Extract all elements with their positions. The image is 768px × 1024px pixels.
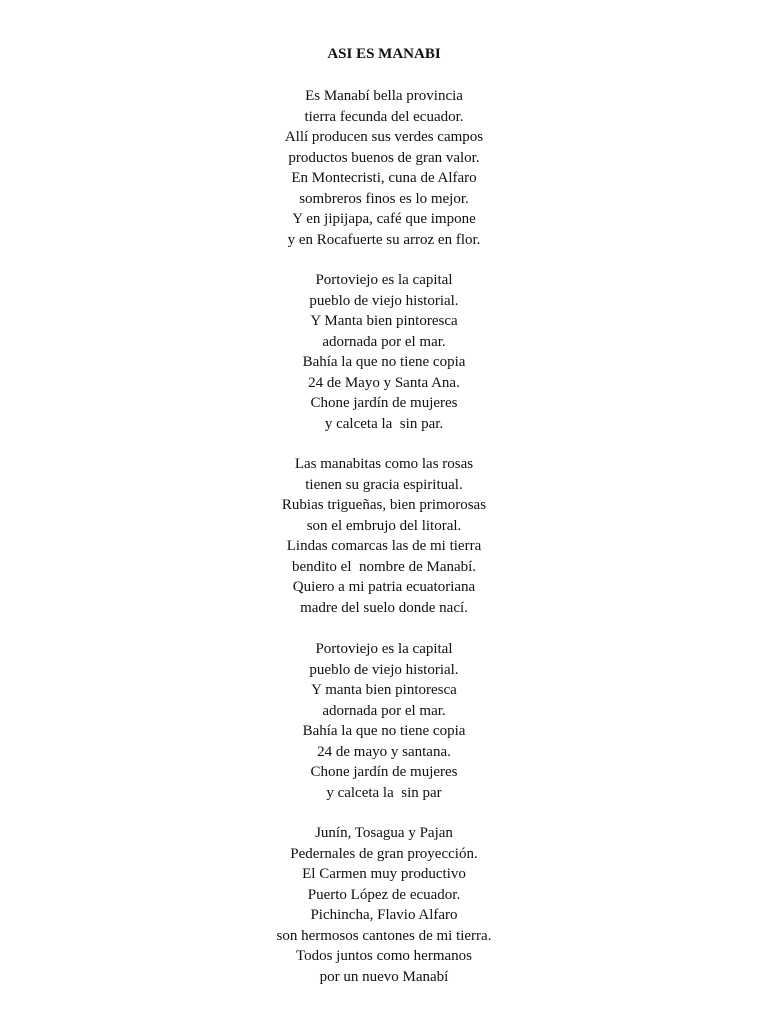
poem-line: tierra fecunda del ecuador. [304, 108, 464, 125]
poem-line: Allí producen sus verdes campos [284, 129, 484, 145]
poem-line: adornada por el mar. [322, 702, 446, 719]
poem-line: pueblo de viejo historial. [309, 661, 459, 678]
poem-line: por un nuevo Manabí [319, 968, 449, 985]
poem-line: sombreros finos es lo mejor. [299, 190, 469, 207]
stanza-1 [0, 86, 768, 250]
poem-line: Puerto López de ecuador. [307, 886, 461, 903]
poem-line: Pichincha, Flavio Alfaro [310, 907, 458, 923]
poem-line: y en Rocafuerte su arroz en flor. [287, 231, 481, 248]
poem-line: y calceta la sin par [326, 784, 442, 801]
poem-line: El Carmen muy productivo [302, 866, 466, 882]
poem-line: son hermosos cantones de mi tierra. [276, 927, 492, 944]
poem-line: Es Manabí bella provincia [305, 88, 463, 104]
poem-line: 24 de Mayo y Santa Ana. [308, 374, 460, 391]
poem-line: En Montecristi, cuna de Alfaro [291, 170, 477, 186]
poem-line: Chone jardín de mujeres [310, 395, 458, 411]
stanza-3 [0, 454, 768, 618]
poem-line: y calceta la sin par. [324, 415, 444, 432]
poem-line: Las manabitas como las rosas [294, 456, 474, 472]
poem-line: Bahía la que no tiene copia [302, 723, 466, 739]
stanza-5 [0, 823, 768, 987]
poem-line: Quiero a mi patria ecuatoriana [292, 579, 476, 595]
poem-line: adornada por el mar. [322, 333, 446, 350]
stanza-2 [0, 270, 768, 434]
poem-line: Portoviejo es la capital [315, 641, 453, 657]
poem-line: productos buenos de gran valor. [288, 149, 480, 166]
poem-line: tienen su gracia espiritual. [305, 476, 463, 493]
poem-line: Portoviejo es la capital [315, 272, 453, 288]
poem-line: Lindas comarcas las de mi tierra [286, 538, 482, 554]
poem-line: Bahía la que no tiene copia [302, 354, 466, 370]
poem-title: ASI ES MANABI [327, 46, 441, 62]
poem-line: Y manta bien pintoresca [311, 682, 457, 698]
poem-line: Y en jipijapa, café que impone [292, 211, 476, 227]
poem-line: Rubias trigueñas, bien primorosas [281, 497, 487, 513]
poem-line: son el embrujo del litoral. [306, 517, 462, 534]
poem-line: bendito el nombre de Manabí. [291, 558, 477, 575]
stanza-4 [0, 639, 768, 803]
poem-line: Y Manta bien pintoresca [310, 313, 458, 329]
poem-line: Todos juntos como hermanos [295, 948, 472, 964]
poem-line: madre del suelo donde nací. [300, 599, 468, 616]
poem-line: 24 de mayo y santana. [317, 743, 451, 760]
poem-line: Junín, Tosagua y Pajan [315, 825, 453, 841]
poem-line: Pedernales de gran proyección. [290, 845, 478, 862]
poem-line: pueblo de viejo historial. [309, 292, 459, 309]
poem-line: Chone jardín de mujeres [310, 764, 458, 780]
